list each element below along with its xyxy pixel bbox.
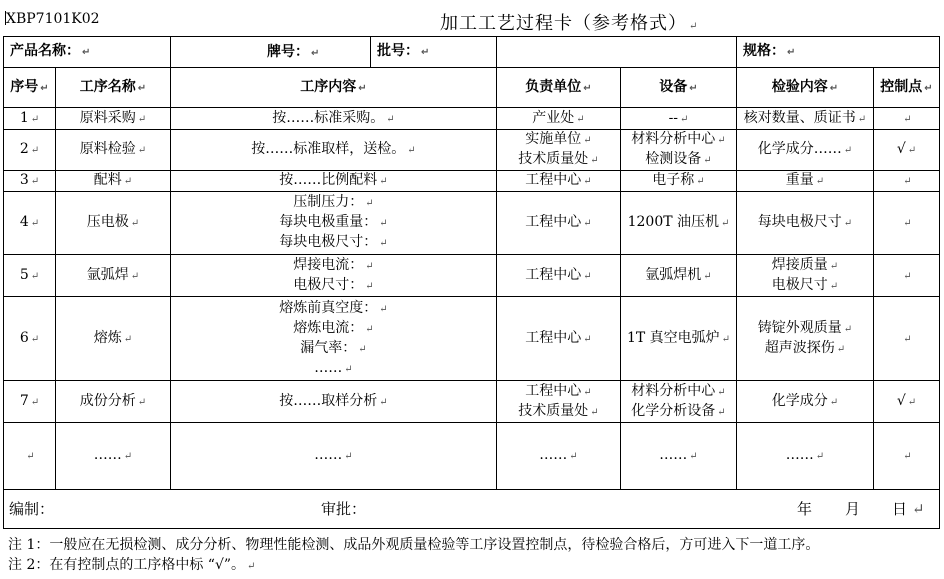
equipment-line: 电子称 ↵ — [652, 172, 705, 188]
table-row — [4, 255, 940, 297]
responsible-unit[interactable] — [497, 171, 621, 192]
row-number[interactable]: 1 ↵ — [4, 108, 56, 130]
responsible-unit-line: 产业处 ↵ — [532, 109, 585, 126]
process-content-line: 焊接电流： ↵ — [293, 256, 374, 273]
inspection-content[interactable] — [737, 255, 874, 297]
brand-field[interactable] — [171, 37, 497, 68]
row-number[interactable]: 5 ↵ — [4, 255, 56, 297]
inspection-content[interactable] — [737, 171, 874, 192]
control-point[interactable]: √ ↵ — [874, 130, 940, 171]
spec-field[interactable]: 规格： ↵ — [737, 37, 940, 68]
notes — [8, 535, 819, 577]
equipment-line: …… ↵ — [659, 447, 698, 463]
table-row — [4, 108, 940, 130]
equipment-line: 化学分析设备 ↵ — [631, 402, 726, 419]
process-content-line: …… ↵ — [314, 447, 353, 463]
col-no-header: 序号 ↵ — [4, 68, 56, 108]
inspection-content-line: 重量 ↵ — [785, 172, 825, 188]
equipment[interactable] — [621, 297, 737, 381]
col-control-point-header: 控制点 ↵ — [874, 68, 940, 108]
inspection-content-line: 电极尺寸 ↵ — [771, 276, 839, 293]
inspection-content[interactable] — [737, 297, 874, 381]
prepared-label: 编制： — [9, 500, 55, 518]
table-row — [4, 297, 940, 381]
inspection-content[interactable] — [737, 108, 874, 130]
equipment[interactable] — [621, 171, 737, 192]
equipment-line: 材料分析中心 ↵ — [631, 382, 726, 399]
process-name[interactable]: …… ↵ — [56, 423, 171, 490]
product-name-field[interactable]: 产品名称： ↵ — [4, 37, 171, 68]
signature-row — [4, 490, 940, 529]
process-content-line: 熔炼前真空度： ↵ — [279, 299, 388, 316]
process-content-line: 按……比例配料 ↵ — [279, 172, 388, 188]
table-row — [4, 423, 940, 490]
row-number[interactable]: 7 ↵ — [4, 381, 56, 423]
equipment-line: 材料分析中心 ↵ — [631, 131, 726, 147]
process-name[interactable]: 原料采购 ↵ — [56, 108, 171, 130]
process-name[interactable]: 氩弧焊 ↵ — [56, 255, 171, 297]
brand-cell: 牌号： ↵ — [171, 37, 371, 67]
inspection-content[interactable] — [737, 423, 874, 490]
responsible-unit-line: 工程中心 ↵ — [525, 329, 592, 346]
process-content[interactable] — [171, 130, 497, 171]
process-content[interactable] — [171, 108, 497, 130]
equipment[interactable] — [621, 423, 737, 490]
responsible-unit-line: …… ↵ — [539, 447, 578, 463]
paragraph-mark-icon: ↵ — [689, 21, 699, 32]
inspection-content-line: 焊接质量 ↵ — [771, 256, 839, 273]
col-responsible-unit-header: 负责单位 ↵ — [497, 68, 621, 108]
process-name[interactable]: 成份分析 ↵ — [56, 381, 171, 423]
process-card-table — [3, 36, 940, 529]
equipment[interactable] — [621, 108, 737, 130]
col-inspection-header: 检验内容 ↵ — [737, 68, 874, 108]
table-row — [4, 130, 940, 171]
equipment-line: 1200T 油压机 ↵ — [627, 214, 730, 230]
process-content-line: 每块电极尺寸： ↵ — [279, 234, 388, 250]
col-equipment-header: 设备 ↵ — [621, 68, 737, 108]
process-name[interactable]: 配料 ↵ — [56, 171, 171, 192]
responsible-unit[interactable] — [497, 297, 621, 381]
month-label: 月 — [845, 500, 861, 518]
process-content-line: 压制压力： ↵ — [293, 194, 374, 210]
control-point[interactable]: ↵ — [874, 171, 940, 192]
responsible-unit-line: 工程中心 ↵ — [525, 172, 592, 188]
row-number[interactable]: ↵ — [4, 423, 56, 490]
process-content-line: 按……取样分析 ↵ — [279, 392, 388, 409]
process-name[interactable]: 原料检验 ↵ — [56, 130, 171, 171]
column-header-row — [4, 68, 940, 108]
row-number[interactable]: 3 ↵ — [4, 171, 56, 192]
control-point[interactable]: ↵ — [874, 192, 940, 255]
process-content-line: 熔炼电流： ↵ — [293, 319, 374, 336]
process-content[interactable] — [171, 423, 497, 490]
responsible-unit-line: 技术质量处 ↵ — [518, 151, 599, 167]
inspection-content[interactable] — [737, 381, 874, 423]
process-content-line: 按……标准取样，送检。 ↵ — [251, 141, 416, 157]
equipment-line: -- ↵ — [668, 109, 689, 126]
document-code: XBP7101K02 — [6, 11, 100, 27]
responsible-unit[interactable] — [497, 255, 621, 297]
process-name[interactable]: 熔炼 ↵ — [56, 297, 171, 381]
inspection-content-line: …… ↵ — [785, 447, 825, 463]
batch-cell[interactable]: 批号： ↵ — [377, 43, 430, 59]
row-number[interactable]: 4 ↵ — [4, 192, 56, 255]
inspection-content-line: 化学成分 ↵ — [771, 392, 839, 409]
responsible-unit[interactable] — [497, 192, 621, 255]
responsible-unit[interactable] — [497, 423, 621, 490]
inspection-content-line: 每块电极尺寸 ↵ — [757, 214, 853, 230]
responsible-unit[interactable] — [497, 108, 621, 130]
inspection-content-line: 核对数量、质证书 ↵ — [743, 109, 867, 126]
paragraph-mark-icon: ↵ — [912, 500, 925, 518]
control-point[interactable]: ↵ — [874, 297, 940, 381]
equipment[interactable] — [621, 192, 737, 255]
control-point[interactable]: √ ↵ — [874, 381, 940, 423]
batch-cont-field — [497, 37, 737, 68]
responsible-unit[interactable] — [497, 130, 621, 171]
table-row — [4, 381, 940, 423]
header-info-row — [4, 37, 940, 68]
equipment-line: 1T 真空电弧炉 ↵ — [626, 329, 731, 346]
inspection-content-line: 铸锭外观质量 ↵ — [757, 319, 853, 336]
year-label: 年 — [797, 500, 813, 518]
process-name[interactable]: 压电极 ↵ — [56, 192, 171, 255]
col-process-name-header: 工序名称 ↵ — [56, 68, 171, 108]
responsible-unit-line: 工程中心 ↵ — [525, 266, 592, 283]
row-number[interactable]: 2 ↵ — [4, 130, 56, 171]
page-title: 加工工艺过程卡（参考格式） ↵ — [440, 13, 699, 34]
day-label: 日 — [892, 500, 908, 518]
note-1: 注 1：一般应在无损检测、成分分析、物理性能检测、成品外观质量检验等工序设置控制点，待检验合格后，方可进入下一道工序。 — [8, 537, 820, 553]
row-number[interactable]: 6 ↵ — [4, 297, 56, 381]
equipment[interactable] — [621, 255, 737, 297]
responsible-unit[interactable] — [497, 381, 621, 423]
process-content[interactable] — [171, 381, 497, 423]
responsible-unit-line: 技术质量处 ↵ — [518, 402, 599, 419]
process-content-line: 按……标准采购。 ↵ — [272, 109, 395, 126]
inspection-content-line: 超声波探伤 ↵ — [764, 339, 846, 356]
table-row — [4, 192, 940, 255]
control-point[interactable]: ↵ — [874, 423, 940, 490]
process-content-line: 每块电极重量： ↵ — [279, 214, 388, 230]
approved-label: 审批： — [321, 500, 367, 518]
control-point[interactable]: ↵ — [874, 108, 940, 130]
inspection-content[interactable] — [737, 192, 874, 255]
process-content-line: …… ↵ — [314, 359, 353, 376]
process-content-line: 漏气率： ↵ — [300, 339, 367, 356]
responsible-unit-line: 工程中心 ↵ — [525, 214, 592, 230]
equipment-line: 氩弧焊机 ↵ — [645, 266, 712, 283]
inspection-content-line: 化学成分…… ↵ — [757, 141, 853, 157]
equipment[interactable] — [621, 130, 737, 171]
col-process-content-header: 工序内容 ↵ — [171, 68, 497, 108]
process-content[interactable] — [171, 297, 497, 381]
process-content[interactable] — [171, 171, 497, 192]
responsible-unit-line: 实施单位 ↵ — [525, 131, 592, 147]
process-content-line: 电极尺寸： ↵ — [293, 276, 374, 293]
note-2: 注 2：在有控制点的工序格中标 “√”。 ↵ — [8, 557, 256, 573]
equipment-line: 检测设备 ↵ — [645, 151, 712, 167]
table-row — [4, 171, 940, 192]
process-content[interactable] — [171, 192, 497, 255]
equipment[interactable] — [621, 381, 737, 423]
process-content[interactable] — [171, 255, 497, 297]
signature-cell — [4, 490, 940, 529]
control-point[interactable]: ↵ — [874, 255, 940, 297]
responsible-unit-line: 工程中心 ↵ — [525, 382, 592, 399]
inspection-content[interactable] — [737, 130, 874, 171]
